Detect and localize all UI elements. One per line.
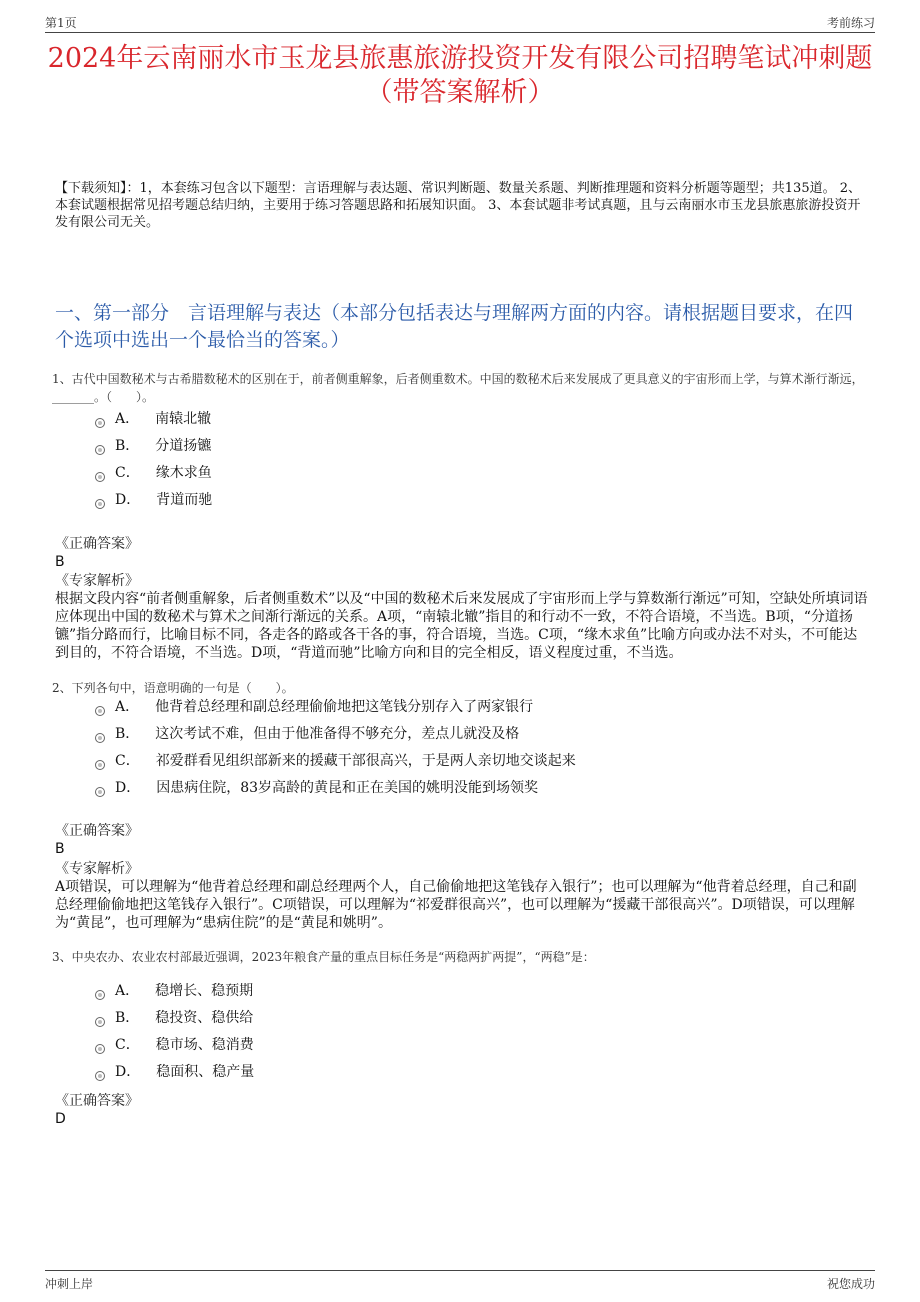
radio-icon[interactable]: [95, 1017, 105, 1027]
question-2-option-c[interactable]: C． 祁爱群看见组织部新来的援藏干部很高兴，于是两人亲切地交谈起来: [95, 748, 576, 775]
section-heading: 一、第一部分 言语理解与表达（本部分包括表达与理解两方面的内容。请根据题目要求，在四个选项中选出一个最恰当的答案。）: [55, 302, 854, 351]
question-1-stem: 1、古代中国数秘术与古希腊数秘术的区别在于，前者侧重解象，后者侧重数术。中国的数秘术后来发展成了更具意义的宇宙形而上学，与算术渐行渐远，_______。（ ）。: [52, 372, 864, 404]
radio-icon[interactable]: [95, 1044, 105, 1054]
question-2-option-b[interactable]: B． 这次考试不难，但由于他准备得不够充分，差点儿就没及格: [95, 721, 576, 748]
question-1-analysis: 根据文段内容“前者侧重解象，后者侧重数术”以及“中国的数秘术后来发展成了宇宙形而上学与算数渐行渐远”可知，空缺处所填词语应体现出中国的数秘术与算术之间渐行渐远的关系。A项，“南辕北辙”指目的和行动不一致，不符合语境，不当选。B项，“分道扬镳”指分路而行，比喻目标不同，各走各的路或各干各的事，符合语境，当选。C项，“缘木求鱼”比喻方向或办法不对头，不可能达到目的，不符合语境，不当选。D项，“背道而驰”比喻方向和目的完全相反，语义程度过重，不当选。: [55, 591, 868, 661]
radio-icon[interactable]: [95, 990, 105, 1000]
page-footer: [45, 1270, 875, 1291]
question-3-option-c[interactable]: C． 稳市场、稳消费: [95, 1032, 254, 1059]
question-2-option-a[interactable]: A． 他背着总经理和副总经理偷偷地把这笔钱分别存入了两家银行: [95, 694, 576, 721]
question-2-option-d[interactable]: D． 因患病住院，83岁高龄的黄昆和正在美国的姚明没能到场领奖: [95, 775, 576, 802]
question-3-options: [95, 978, 254, 1086]
radio-icon[interactable]: [95, 760, 105, 770]
radio-icon[interactable]: [95, 472, 105, 482]
radio-icon[interactable]: [95, 787, 105, 797]
radio-icon[interactable]: [95, 418, 105, 428]
question-1-option-c[interactable]: C． 缘木求鱼: [95, 460, 212, 487]
question-1-answer: B: [55, 554, 65, 570]
radio-icon[interactable]: [95, 1071, 105, 1081]
radio-icon[interactable]: [95, 733, 105, 743]
radio-icon[interactable]: [95, 445, 105, 455]
question-3-option-a[interactable]: A． 稳增长、稳预期: [95, 978, 254, 1005]
question-2-analysis-label: 《专家解析》: [55, 861, 139, 877]
document-title: 2024年云南丽水市玉龙县旅惠旅游投资开发有限公司招聘笔试冲刺题（带答案解析）: [47, 43, 873, 108]
header-tag: 考前练习: [826, 16, 875, 30]
question-1-option-d[interactable]: D． 背道而驰: [95, 487, 212, 514]
footer-left-text: 冲刺上岸: [45, 1277, 94, 1291]
question-3-stem: 3、中央农办、农业农村部最近强调，2023年粮食产量的重点目标任务是“两稳两扩两提”，“两稳”是：: [52, 950, 595, 964]
question-2-stem: 2、下列各句中，语意明确的一句是（ ）。: [52, 681, 294, 695]
question-3-option-b[interactable]: B． 稳投资、稳供给: [95, 1005, 254, 1032]
question-3-answer: D: [55, 1111, 66, 1127]
question-3-option-d[interactable]: D． 稳面积、稳产量: [95, 1059, 254, 1086]
page-header: [45, 12, 875, 33]
question-3-answer-label: 《正确答案》: [55, 1093, 139, 1109]
question-2-analysis: A项错误，可以理解为“他背着总经理和副总经理两个人，自己偷偷地把这笔钱存入银行”；也可以理解为“他背着总经理，自己和副总经理偷偷地把这笔钱存入银行”。C项错误，可以理解为“祁爱群很高兴”，也可以理解为“援藏干部很高兴”。D项错误，可以理解为“黄昆”，也可理解为“患病住院”的是“黄昆和姚明”。: [55, 879, 857, 931]
download-notice: 【下载须知】：1，本套练习包含以下题型：言语理解与表达题、常识判断题、数量关系题、判断推理题和资料分析题等题型；共135道。 2、本套试题根据常见招考题总结归纳，主要用于练习答题思路和拓展知识面。 3、本套试题非考试真题，且与云南丽水市玉龙县旅惠旅游投资开发有限公司无关。: [55, 181, 861, 230]
question-1-option-a[interactable]: A． 南辕北辙: [95, 406, 212, 433]
question-2-answer-label: 《正确答案》: [55, 823, 139, 839]
question-1-option-b[interactable]: B． 分道扬镳: [95, 433, 212, 460]
radio-icon[interactable]: [95, 499, 105, 509]
page-number: 第1页: [45, 16, 77, 30]
radio-icon[interactable]: [95, 706, 105, 716]
footer-right-text: 祝您成功: [826, 1277, 875, 1291]
question-1-options: [95, 406, 212, 514]
question-1-analysis-label: 《专家解析》: [55, 573, 139, 589]
question-2-answer: B: [55, 841, 65, 857]
question-2-options: [95, 694, 576, 802]
question-1-answer-label: 《正确答案》: [55, 536, 139, 552]
